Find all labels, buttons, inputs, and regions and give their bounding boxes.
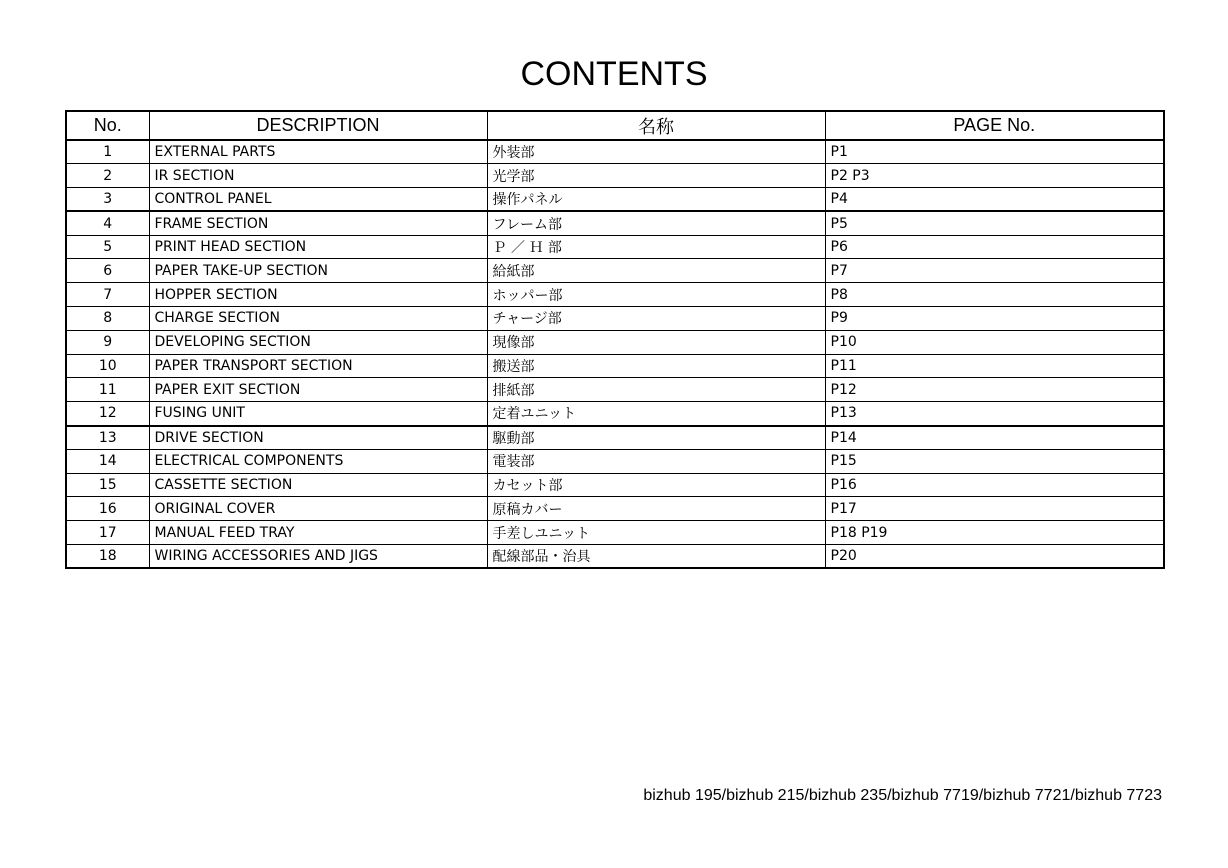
row-page: P15 <box>825 449 1164 473</box>
table-row <box>66 378 1164 402</box>
row-no: 3 <box>66 188 149 212</box>
row-description: PAPER EXIT SECTION <box>149 378 487 402</box>
table-row <box>66 402 1164 426</box>
table-row <box>66 449 1164 473</box>
table-row <box>66 283 1164 307</box>
table-row <box>66 545 1164 569</box>
row-description: IR SECTION <box>149 164 487 188</box>
table-row <box>66 164 1164 188</box>
row-page: P16 <box>825 473 1164 497</box>
table-row <box>66 307 1164 331</box>
row-name-jp: 原稿カバー <box>487 497 825 521</box>
row-page: P8 <box>825 283 1164 307</box>
row-name-jp: カセット部 <box>487 473 825 497</box>
row-no: 13 <box>66 426 149 450</box>
row-name-jp: 排紙部 <box>487 378 825 402</box>
row-name-jp: 配線部品・治具 <box>487 545 825 569</box>
row-no: 11 <box>66 378 149 402</box>
row-description: CASSETTE SECTION <box>149 473 487 497</box>
column-header-no: No. <box>66 111 149 140</box>
row-description: FRAME SECTION <box>149 211 487 235</box>
table-row <box>66 521 1164 545</box>
row-name-jp: 外装部 <box>487 140 825 164</box>
row-description: ORIGINAL COVER <box>149 497 487 521</box>
table-row <box>66 140 1164 164</box>
row-no: 10 <box>66 354 149 378</box>
row-no: 4 <box>66 211 149 235</box>
row-page: P6 <box>825 235 1164 259</box>
column-header-page: PAGE No. <box>825 111 1164 140</box>
row-description: ELECTRICAL COMPONENTS <box>149 449 487 473</box>
table-row <box>66 259 1164 283</box>
column-header-name-jp: 名称 <box>487 111 825 140</box>
row-page: P10 <box>825 330 1164 354</box>
row-no: 9 <box>66 330 149 354</box>
row-no: 6 <box>66 259 149 283</box>
row-name-jp: 光学部 <box>487 164 825 188</box>
row-page: P1 <box>825 140 1164 164</box>
row-page: P2 P3 <box>825 164 1164 188</box>
row-page: P13 <box>825 402 1164 426</box>
row-no: 14 <box>66 449 149 473</box>
column-header-description: DESCRIPTION <box>149 111 487 140</box>
row-name-jp: 操作パネル <box>487 188 825 212</box>
table-row <box>66 211 1164 235</box>
row-description: EXTERNAL PARTS <box>149 140 487 164</box>
row-name-jp: 搬送部 <box>487 354 825 378</box>
row-no: 7 <box>66 283 149 307</box>
row-name-jp: 駆動部 <box>487 426 825 450</box>
row-page: P7 <box>825 259 1164 283</box>
row-name-jp: ホッパー部 <box>487 283 825 307</box>
row-description: PAPER TAKE-UP SECTION <box>149 259 487 283</box>
row-name-jp: 電装部 <box>487 449 825 473</box>
row-page: P14 <box>825 426 1164 450</box>
row-no: 1 <box>66 140 149 164</box>
row-page: P12 <box>825 378 1164 402</box>
row-no: 8 <box>66 307 149 331</box>
row-description: PRINT HEAD SECTION <box>149 235 487 259</box>
row-name-jp: Ｐ ／ Ｈ 部 <box>487 235 825 259</box>
table-row <box>66 188 1164 212</box>
row-no: 18 <box>66 545 149 569</box>
row-page: P11 <box>825 354 1164 378</box>
row-description: PAPER TRANSPORT SECTION <box>149 354 487 378</box>
row-page: P4 <box>825 188 1164 212</box>
row-no: 2 <box>66 164 149 188</box>
table-row <box>66 354 1164 378</box>
table-body <box>66 140 1164 568</box>
table-row <box>66 330 1164 354</box>
row-description: DRIVE SECTION <box>149 426 487 450</box>
row-page: P17 <box>825 497 1164 521</box>
table-row <box>66 497 1164 521</box>
table-row <box>66 473 1164 497</box>
row-no: 16 <box>66 497 149 521</box>
row-name-jp: チャージ部 <box>487 307 825 331</box>
page-title: CONTENTS <box>520 55 708 93</box>
table-row <box>66 426 1164 450</box>
row-description: DEVELOPING SECTION <box>149 330 487 354</box>
row-no: 12 <box>66 402 149 426</box>
row-name-jp: 定着ユニット <box>487 402 825 426</box>
row-no: 5 <box>66 235 149 259</box>
row-description: MANUAL FEED TRAY <box>149 521 487 545</box>
row-description: CHARGE SECTION <box>149 307 487 331</box>
row-no: 17 <box>66 521 149 545</box>
row-name-jp: 現像部 <box>487 330 825 354</box>
row-description: CONTROL PANEL <box>149 188 487 212</box>
table-row <box>66 235 1164 259</box>
row-description: WIRING ACCESSORIES AND JIGS <box>149 545 487 569</box>
row-name-jp: 給紙部 <box>487 259 825 283</box>
model-footer: bizhub 195/bizhub 215/bizhub 235/bizhub 7719/bizhub 7721/bizhub 7723 <box>643 787 1162 804</box>
row-no: 15 <box>66 473 149 497</box>
contents-table <box>65 110 1165 569</box>
row-page: P18 P19 <box>825 521 1164 545</box>
row-description: HOPPER SECTION <box>149 283 487 307</box>
row-name-jp: 手差しユニット <box>487 521 825 545</box>
table-header-row <box>66 111 1164 140</box>
row-page: P9 <box>825 307 1164 331</box>
row-page: P5 <box>825 211 1164 235</box>
row-description: FUSING UNIT <box>149 402 487 426</box>
row-name-jp: フレーム部 <box>487 211 825 235</box>
row-page: P20 <box>825 545 1164 569</box>
